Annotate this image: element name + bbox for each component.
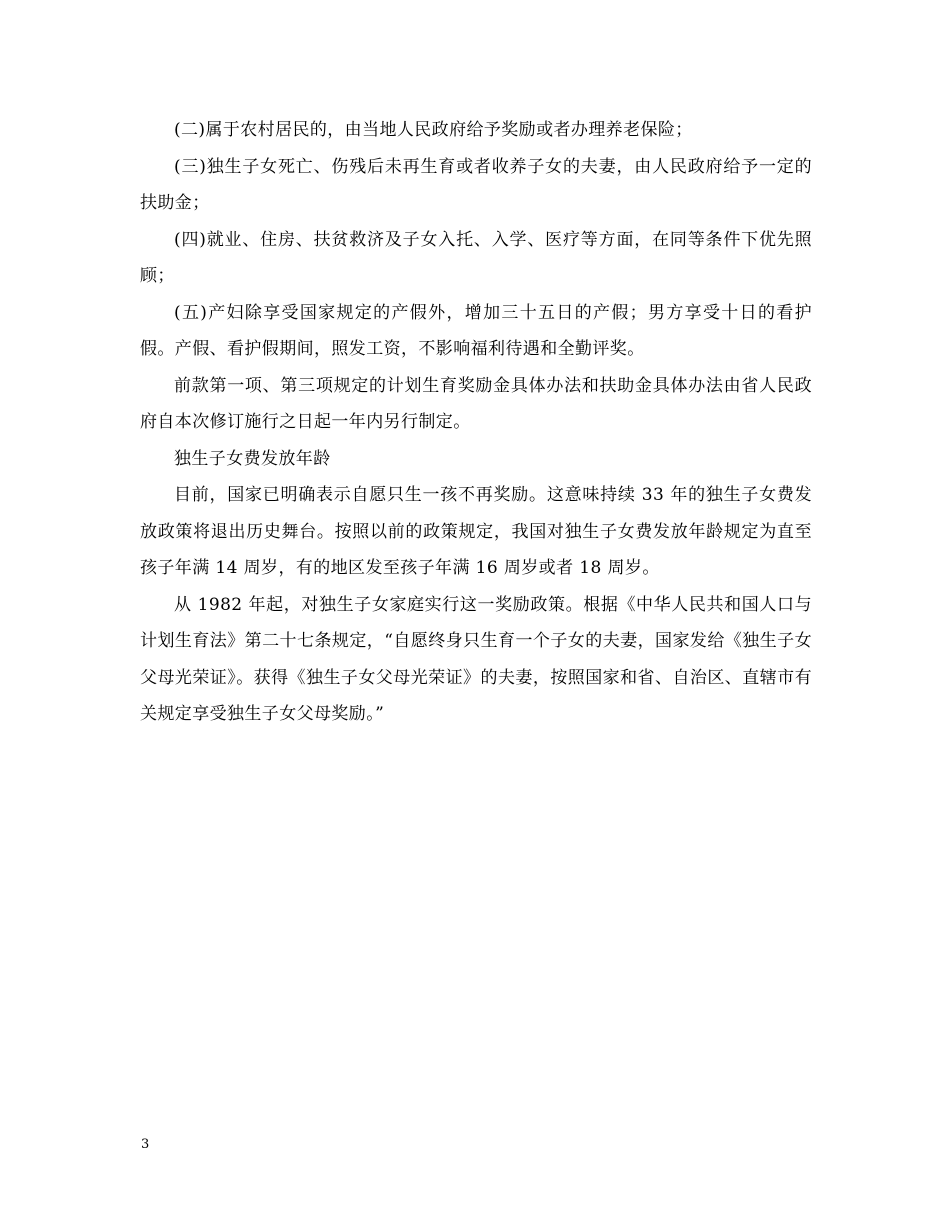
paragraph-implementation: 前款第一项、第三项规定的计划生育奖励金具体办法和扶助金具体办法由省人民政府自本次修订施行之日起一年内另行制定。 bbox=[140, 375, 812, 432]
paragraph-assistance-fund: (三)独生子女死亡、伤残后未再生育或者收养子女的夫妻，由人民政府给予一定的扶助金； bbox=[140, 156, 812, 213]
document-body bbox=[140, 112, 812, 733]
page-number: 3 bbox=[141, 1137, 150, 1152]
paragraph-policy-age: 目前，国家已明确表示自愿只生一孩不再奖励。这意味持续 33 年的独生子女费发放政策将退出历史舞台。按照以前的政策规定，我国对独生子女费发放年龄规定为直至孩子年满 14 周岁，有的地区发至孩子年满 16 周岁或者 18 周岁。 bbox=[140, 485, 812, 578]
paragraph-priority-care: (四)就业、住房、扶贫救济及子女入托、入学、医疗等方面，在同等条件下优先照顾； bbox=[140, 229, 812, 286]
paragraph-policy-history: 从 1982 年起，对独生子女家庭实行这一奖励政策。根据《中华人民共和国人口与计划生育法》第二十七条规定，“自愿终身只生育一个子女的夫妻，国家发给《独生子女父母光荣证》。获得《独生子女父母光荣证》的夫妻，按照国家和省、自治区、直辖市有关规定享受独生子女父母奖励。” bbox=[140, 594, 812, 724]
paragraph-maternity-leave: (五)产妇除享受国家规定的产假外，增加三十五日的产假；男方享受十日的看护假。产假、看护假期间，照发工资，不影响福利待遇和全勤评奖。 bbox=[140, 302, 812, 359]
section-heading: 独生子女费发放年龄 bbox=[174, 448, 331, 469]
paragraph-rural-residents: (二)属于农村居民的，由当地人民政府给予奖励或者办理养老保险； bbox=[174, 120, 693, 140]
